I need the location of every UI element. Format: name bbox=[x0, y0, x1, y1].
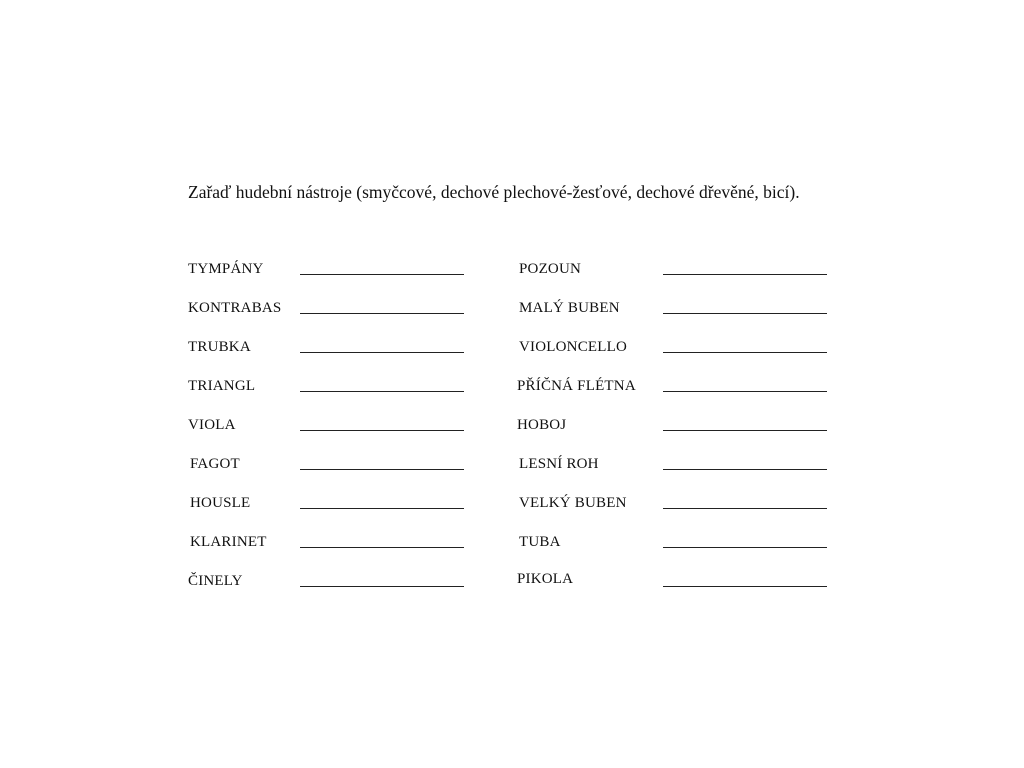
answer-line-left-5 bbox=[300, 430, 464, 431]
answer-line-right-7 bbox=[663, 508, 827, 509]
answer-line-left-7 bbox=[300, 508, 464, 509]
answer-line-left-6 bbox=[300, 469, 464, 470]
answer-line-right-4 bbox=[663, 391, 827, 392]
answer-line-right-6 bbox=[663, 469, 827, 470]
worksheet-instruction: Zařaď hudební nástroje (smyčcové, dechové plechové-žesťové, dechové dřevěné, bicí). bbox=[188, 182, 800, 202]
instrument-label-right-2: MALÝ BUBEN bbox=[519, 300, 620, 316]
answer-line-left-8 bbox=[300, 547, 464, 548]
instrument-label-left-2: KONTRABAS bbox=[188, 300, 282, 316]
answer-line-left-4 bbox=[300, 391, 464, 392]
instrument-label-left-3: TRUBKA bbox=[188, 339, 251, 355]
answer-line-right-2 bbox=[663, 313, 827, 314]
answer-line-right-1 bbox=[663, 274, 827, 275]
answer-line-right-9 bbox=[663, 586, 827, 587]
instrument-label-right-3: VIOLONCELLO bbox=[519, 339, 628, 355]
answer-line-left-2 bbox=[300, 313, 464, 314]
instrument-label-right-7: VELKÝ BUBEN bbox=[519, 495, 627, 511]
instrument-label-left-1: TYMPÁNY bbox=[188, 261, 264, 277]
instrument-label-right-1: POZOUN bbox=[519, 261, 582, 277]
instrument-label-left-8: KLARINET bbox=[190, 534, 267, 550]
instrument-label-left-4: TRIANGL bbox=[188, 378, 256, 394]
instrument-label-left-9: ČINELY bbox=[188, 573, 243, 589]
instrument-label-left-5: VIOLA bbox=[188, 417, 236, 433]
instrument-label-right-6: LESNÍ ROH bbox=[519, 456, 599, 472]
instrument-label-right-9: PIKOLA bbox=[517, 571, 574, 587]
answer-line-left-3 bbox=[300, 352, 464, 353]
instrument-label-right-8: TUBA bbox=[519, 534, 561, 550]
answer-line-right-5 bbox=[663, 430, 827, 431]
instrument-label-left-7: HOUSLE bbox=[190, 495, 251, 511]
instrument-label-left-6: FAGOT bbox=[190, 456, 240, 472]
answer-line-left-9 bbox=[300, 586, 464, 587]
answer-line-left-1 bbox=[300, 274, 464, 275]
answer-line-right-3 bbox=[663, 352, 827, 353]
instrument-label-right-4: PŘÍČNÁ FLÉTNA bbox=[517, 378, 636, 394]
answer-line-right-8 bbox=[663, 547, 827, 548]
instrument-label-right-5: HOBOJ bbox=[517, 417, 567, 433]
